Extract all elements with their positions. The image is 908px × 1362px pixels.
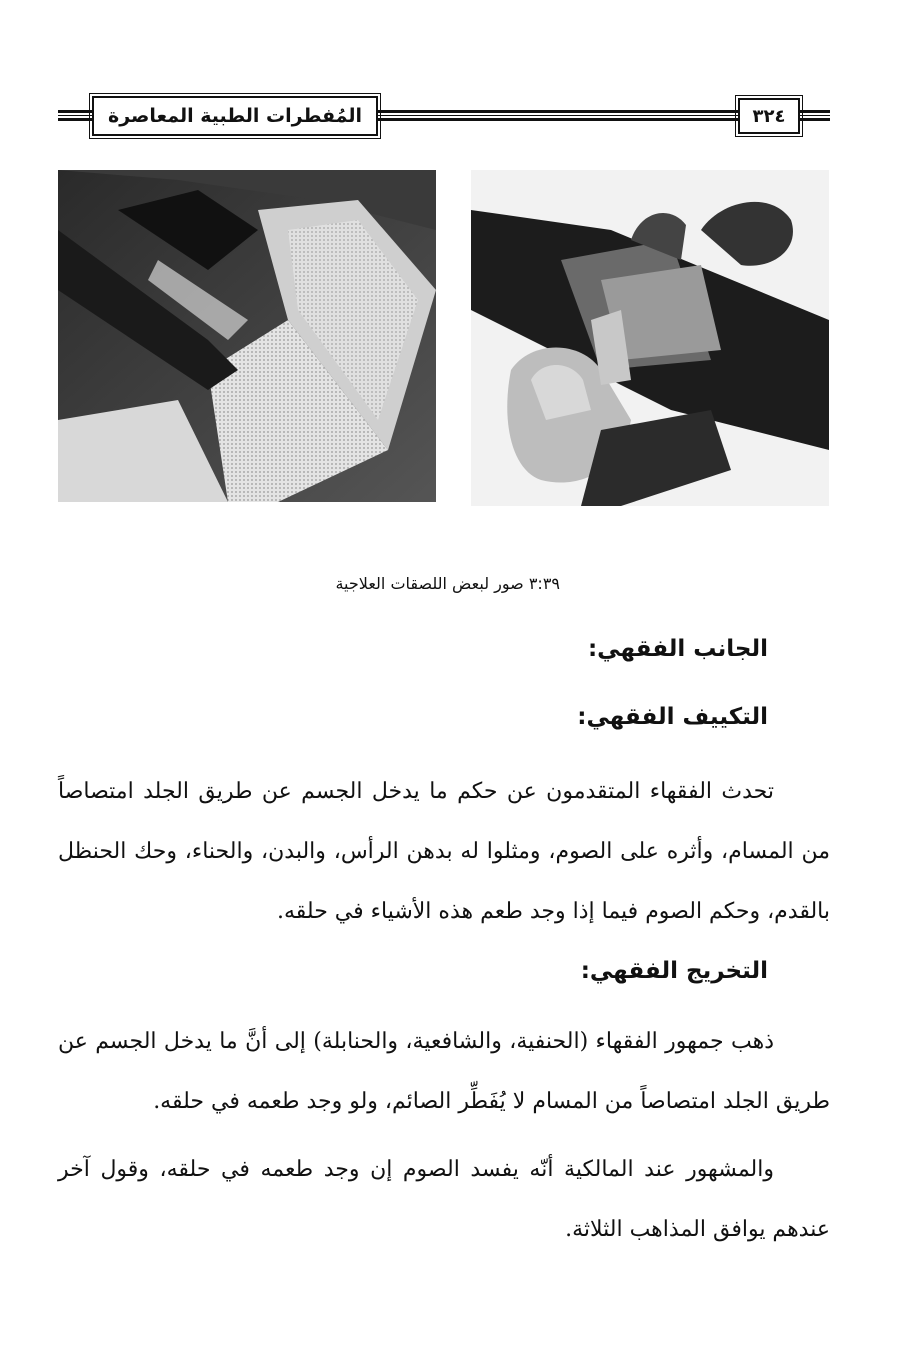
running-header xyxy=(58,96,830,136)
paragraph-takyeef: تحدث الفقهاء المتقدمون عن حكم ما يدخل الجسم عن طريق الجلد امتصاصاً من المسام، وأثره على الصوم، ومثلوا له بدهن الرأس، والبدن، والحناء، وحك الحنظل بالقدم، وحكم الصوم فيما إذا وجد طعم هذه الأشياء في حلقه. xyxy=(58,779,830,924)
paragraph-jumhur: ذهب جمهور الفقهاء (الحنفية، والشافعية، والحنابلة) إلى أنَّ ما يدخل الجسم عن طريق الجلد امتصاصاً من المسام لا يُفَطِّر الصائم، ولو وجد طعمه في حلقه. xyxy=(58,1029,830,1114)
page-number: ٣٢٤ xyxy=(738,98,800,134)
figure-caption: ٣:٣٩ صور لبعض اللصقات العلاجية xyxy=(335,574,560,593)
heading-takyeef: التكييف الفقهي: xyxy=(577,704,768,730)
patch-application-image xyxy=(58,170,436,502)
heading-takhreej: التخريج الفقهي: xyxy=(580,958,768,984)
book-title: المُفطرات الطبية المعاصرة xyxy=(92,96,378,136)
paragraph-malikiyya: والمشهور عند المالكية أنّه يفسد الصوم إن وجد طعمه في حلقه، وقول آخر عندهم يوافق المذاهب الثلاثة. xyxy=(58,1157,830,1242)
patch-photo-left xyxy=(58,170,436,502)
patch-peeling-image xyxy=(471,170,829,506)
heading-fiqh-aspect: الجانب الفقهي: xyxy=(587,636,768,662)
patch-photo-right xyxy=(471,170,829,506)
